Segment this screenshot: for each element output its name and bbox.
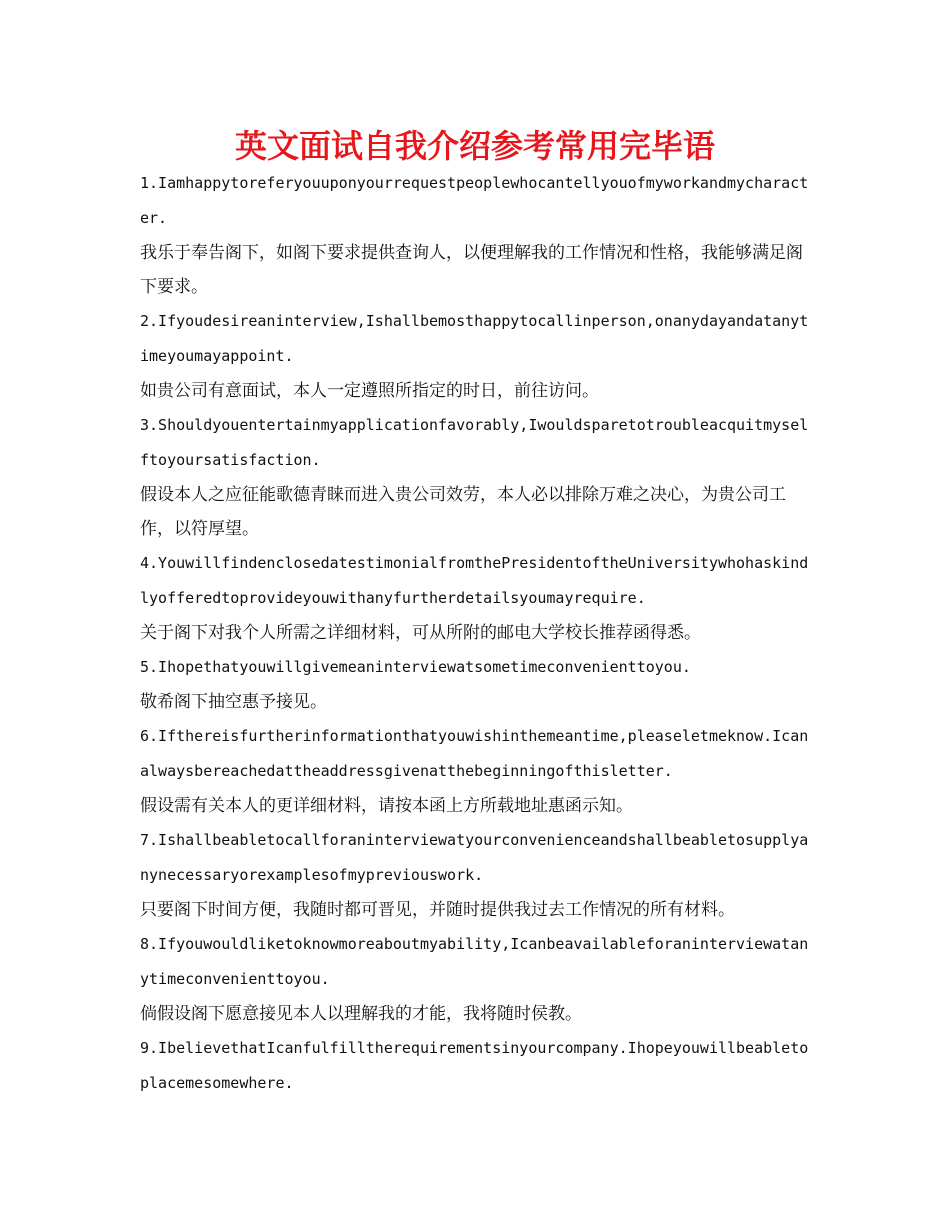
english-sentence: 6.Ifthereisfurtherinformationthatyouwishinthemeantime,pleaseletmeknow.Icanalwaysbereachedattheaddressgivenatthebeginningofthisletter.	[140, 727, 809, 780]
chinese-translation: 只要阁下时间方便，我随时都可晋见，并随时提供我过去工作情况的所有材料。	[140, 900, 735, 920]
list-item	[140, 166, 812, 304]
chinese-translation: 我乐于奉告阁下，如阁下要求提供查询人，以便理解我的工作情况和性格，我能够满足阁下要求。	[140, 243, 803, 297]
english-sentence: 7.Ishallbeabletocallforaninterviewatyourconvenienceandshallbeabletosupplyanynecessaryorexamplesofmypreviouswork.	[140, 831, 809, 884]
list-item	[140, 1031, 812, 1101]
document-body	[140, 166, 812, 1101]
english-sentence: 8.Ifyouwouldliketoknowmoreaboutmyability,Icanbeavailableforaninterviewatanytimeconvenienttoyou.	[140, 935, 809, 988]
list-item	[140, 408, 812, 546]
list-item	[140, 304, 812, 408]
chinese-translation: 假设需有关本人的更详细材料，请按本函上方所载地址惠函示知。	[140, 796, 633, 816]
english-sentence: 2.Ifyoudesireaninterview,Ishallbemosthappytocallinperson,onanydayandatanytimeyoumayappoint.	[140, 312, 809, 365]
english-sentence: 9.IbelievethatIcanfulfilltherequirementsinyourcompany.Ihopeyouwillbeabletoplacemesomewhere.	[140, 1039, 809, 1092]
english-sentence: 1.Iamhappytoreferyouuponyourrequestpeoplewhocantellyouofmyworkandmycharacter.	[140, 174, 809, 227]
list-item	[140, 719, 812, 823]
english-sentence: 3.Shouldyouentertainmyapplicationfavorably,Iwouldsparetotroubleacquitmyselftoyoursatisfaction.	[140, 416, 809, 469]
chinese-translation: 关于阁下对我个人所需之详细材料，可从所附的邮电大学校长推荐函得悉。	[140, 623, 701, 643]
chinese-translation: 倘假设阁下愿意接见本人以理解我的才能，我将随时侯教。	[140, 1004, 582, 1024]
english-sentence: 4.YouwillfindenclosedatestimonialfromthePresidentoftheUniversitywhohaskindlyofferedtoprovideyouwithanyfurtherdetailsyoumayrequire.	[140, 554, 809, 607]
chinese-translation: 敬希阁下抽空惠予接见。	[140, 692, 327, 712]
list-item	[140, 650, 812, 719]
list-item	[140, 927, 812, 1031]
document-title: 英文面试自我介绍参考常用完毕语	[234, 127, 715, 165]
chinese-translation: 假设本人之应征能歌德青睐而进入贵公司效劳，本人必以排除万难之决心，为贵公司工作，以符厚望。	[140, 485, 786, 539]
chinese-translation: 如贵公司有意面试，本人一定遵照所指定的时日，前往访问。	[140, 381, 599, 401]
list-item	[140, 823, 812, 927]
english-sentence: 5.Ihopethatyouwillgivemeaninterviewatsometimeconvenienttoyou.	[140, 658, 691, 676]
list-item	[140, 546, 812, 650]
